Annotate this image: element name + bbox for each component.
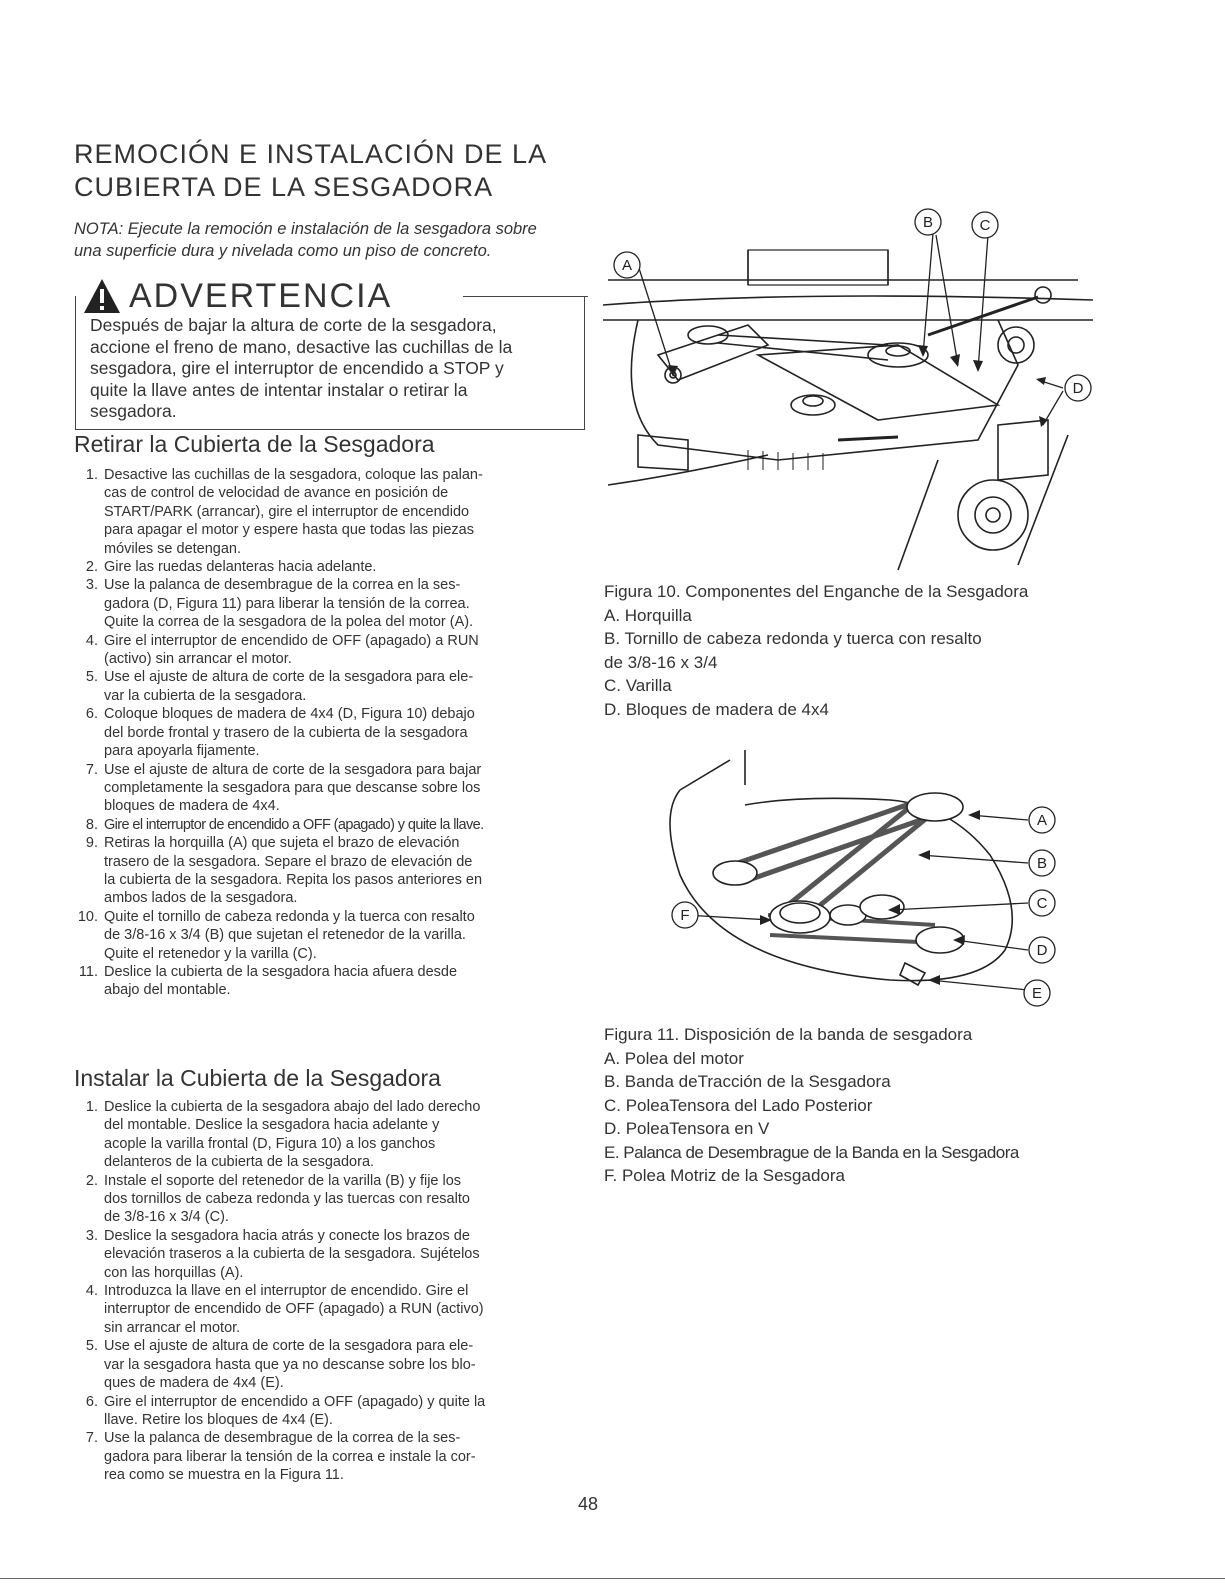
step-text-line: Deslice la cubierta de la sesgadora hacia afuera desde xyxy=(104,963,458,980)
step-text-line: con las horquillas (A). xyxy=(104,1264,244,1281)
step-item xyxy=(74,466,584,558)
step-text-line: la cubierta de la sesgadora. Repita los pasos anteriores en xyxy=(104,871,483,888)
step-text-line: Gire las ruedas delanteras hacia adelante. xyxy=(104,559,377,576)
figure-11-callout-label: C xyxy=(1036,895,1048,912)
figure-11-callout-label: F xyxy=(680,907,690,924)
warning-text xyxy=(90,315,580,423)
step-item xyxy=(74,963,584,1000)
step-number: 8. xyxy=(85,816,98,833)
step-text-line: Gire el interruptor de encendido de OFF (apagado) a RUN xyxy=(104,632,479,649)
step-item xyxy=(74,558,584,576)
figure-11-callout-label: D xyxy=(1036,942,1048,959)
step-item xyxy=(74,1337,584,1392)
warning-line: Después de bajar la altura de corte de la sesgadora, xyxy=(90,315,497,335)
warning-line: quite la llave antes de intentar instalar o retirar la xyxy=(90,379,468,400)
step-text-line: ambos lados de la sesgadora. xyxy=(104,890,298,907)
step-item xyxy=(74,1282,584,1337)
step-number: 4. xyxy=(85,1283,98,1300)
figure-11-caption-item: F. Polea Motriz de la Sesgadora xyxy=(604,1166,845,1185)
step-number: 2. xyxy=(85,559,98,576)
step-text-line: cas de control de velocidad de avance en posición de xyxy=(104,485,449,502)
step-text-line: llave. Retire los bloques de 4x4 (E). xyxy=(104,1411,333,1428)
figure-11-caption xyxy=(604,1023,1124,1188)
install-steps-list xyxy=(74,1098,584,1485)
step-text-line: var la cubierta de la sesgadora. xyxy=(104,687,307,704)
step-text-line: Use la palanca de desembrague de la correa en la ses- xyxy=(104,577,461,594)
step-text-line: Retiras la horquilla (A) que sujeta el brazo de elevación xyxy=(104,835,460,852)
step-text-line: gadora para liberar la tensión de la correa e instale la cor- xyxy=(104,1448,476,1465)
note-line-2: una superficie dura y nivelada como un piso de concreto. xyxy=(74,242,492,260)
step-text-line: del borde frontal y trasero de la cubierta de la sesgadora xyxy=(104,724,468,741)
step-number: 2. xyxy=(85,1172,98,1189)
figure-10-callout-label: B xyxy=(922,214,934,231)
step-item xyxy=(74,816,584,834)
step-text-line: dos tornillos de cabeza redonda y las tuercas con resalto xyxy=(104,1191,470,1208)
step-text xyxy=(104,576,584,631)
step-text-line: var la sesgadora hasta que ya no descanse sobre los blo- xyxy=(104,1356,476,1373)
step-number: 6. xyxy=(85,706,98,723)
warning-line: sesgadora. xyxy=(90,401,177,421)
step-text xyxy=(104,632,584,669)
warning-line: accione el freno de mano, desactive las cuchillas de la xyxy=(90,336,513,357)
step-text-line: gadora (D, Figura 11) para liberar la tensión de la correa. xyxy=(104,595,470,612)
step-text-line: Deslice la sesgadora hacia atrás y conecte los brazos de xyxy=(104,1227,470,1244)
note-text xyxy=(74,218,594,262)
step-text-line: acople la varilla frontal (D, Figura 10) a los ganchos xyxy=(104,1135,436,1152)
section-heading-remove: Retirar la Cubierta de la Sesgadora xyxy=(74,431,435,457)
figure-10-caption-title: Figura 10. Componentes del Enganche de la Sesgadora xyxy=(604,582,1029,601)
step-item xyxy=(74,576,584,631)
step-text-line: para apoyarla fijamente. xyxy=(104,743,260,760)
step-number: 7. xyxy=(85,1430,98,1447)
step-text-line: Quite el tornillo de cabeza redonda y la tuerca con resalto xyxy=(104,908,475,925)
step-item xyxy=(74,834,584,908)
step-item xyxy=(74,632,584,669)
figure-11-caption-item: D. PoleaTensora en V xyxy=(604,1119,770,1138)
figure-11-caption-item: A. Polea del motor xyxy=(604,1048,744,1068)
step-text-line: Coloque bloques de madera de 4x4 (D, Figura 10) debajo xyxy=(104,706,475,723)
step-text-line: Gire el interruptor de encendido a OFF (apagado) y quite la llave. xyxy=(104,816,484,833)
figure-10-callout-label: C xyxy=(979,217,991,234)
step-text-line: Deslice la cubierta de la sesgadora abajo del lado derecho xyxy=(104,1099,481,1115)
step-text xyxy=(104,1337,584,1392)
step-text-line: Desactive las cuchillas de la sesgadora, coloque las palan- xyxy=(104,467,483,483)
step-text-line: de 3/8-16 x 3/4 (C). xyxy=(104,1209,229,1226)
figure-11-caption-item: C. PoleaTensora del Lado Posterior xyxy=(604,1095,873,1115)
page-title-line-1: REMOCIÓN E INSTALACIÓN DE LA xyxy=(74,139,548,169)
figure-10-caption-item: C. Varilla xyxy=(604,676,672,695)
step-number: 3. xyxy=(85,577,98,594)
step-text-line: abajo del montable. xyxy=(104,982,231,999)
step-item xyxy=(74,1227,584,1282)
figure-10-callout-label: A xyxy=(621,257,633,274)
section-heading-install: Instalar la Cubierta de la Sesgadora xyxy=(74,1065,441,1091)
step-text-line: del montable. Deslice la sesgadora hacia adelante y xyxy=(104,1117,440,1134)
figure-10-caption-item: B. Tornillo de cabeza redonda y tuerca con resalto xyxy=(604,629,982,648)
step-text-line: interruptor de encendido de OFF (apagado) a RUN (activo) xyxy=(104,1301,484,1318)
step-text xyxy=(104,1098,584,1172)
step-text-line: completamente la sesgadora para que descanse sobre los xyxy=(104,779,481,796)
step-number: 10. xyxy=(77,908,98,925)
step-text xyxy=(104,705,584,760)
step-text xyxy=(104,668,584,705)
step-number: 6. xyxy=(85,1393,98,1410)
figure-10-callout-label: D xyxy=(1072,380,1084,397)
step-text-line: de 3/8-16 x 3/4 (B) que sujetan el retenedor de la varilla. xyxy=(104,927,466,944)
warning-line: sesgadora, gire el interruptor de encendido a STOP y xyxy=(90,358,504,378)
step-text-line: Quite el retenedor y la varilla (C). xyxy=(104,945,317,962)
step-text xyxy=(104,963,584,1000)
figure-11-caption-item: B. Banda deTracción de la Sesgadora xyxy=(604,1072,891,1091)
step-text-line: móviles se detengan. xyxy=(104,540,242,557)
figure-11-callout-label: A xyxy=(1036,812,1048,829)
step-item xyxy=(74,668,584,705)
figure-11-caption-item: E. Palanca de Desembrague de la Banda en la Sesgadora xyxy=(604,1142,1019,1162)
note-line-1: NOTA: Ejecute la remoción e instalación de la sesgadora sobre xyxy=(74,220,537,238)
figure-11-illustration xyxy=(650,735,1080,1025)
step-text-line: Introduzca la llave en el interruptor de encendido. Gire el xyxy=(104,1283,469,1300)
step-text-line: delanteros de la cubierta de la sesgadora. xyxy=(104,1154,375,1171)
step-text-line: Use el ajuste de altura de corte de la sesgadora para ele- xyxy=(104,1338,474,1355)
step-item xyxy=(74,1393,584,1430)
step-item xyxy=(74,705,584,760)
step-text-line: (activo) sin arrancar el motor. xyxy=(104,651,292,668)
step-text xyxy=(104,761,584,816)
page-title xyxy=(74,138,594,204)
step-number: 9. xyxy=(85,835,98,852)
step-number: 4. xyxy=(85,632,98,649)
figure-10-caption-item: de 3/8-16 x 3/4 xyxy=(604,652,718,672)
step-text xyxy=(104,1227,584,1282)
step-text-line: Use el ajuste de altura de corte de la sesgadora para ele- xyxy=(104,669,474,686)
step-text-line: Instale el soporte del retenedor de la varilla (B) y fije los xyxy=(104,1172,462,1189)
figure-10-caption-item: A. Horquilla xyxy=(604,605,692,625)
step-item xyxy=(74,1172,584,1227)
step-item xyxy=(74,908,584,963)
step-text-line: para apagar el motor y espere hasta que todas las piezas xyxy=(104,522,474,539)
step-text-line: ques de madera de 4x4 (E). xyxy=(104,1375,284,1392)
step-text-line: Gire el interruptor de encendido a OFF (apagado) y quite la xyxy=(104,1393,486,1410)
step-text-line: Use la palanca de desembrague de la correa de la ses- xyxy=(104,1430,461,1447)
step-number: 1. xyxy=(85,1099,98,1115)
page-number: 48 xyxy=(578,1494,599,1514)
step-item xyxy=(74,761,584,816)
figure-11-caption-title: Figura 11. Disposición de la banda de sesgadora xyxy=(604,1025,973,1044)
step-text-line: Quite la correa de la sesgadora de la polea del motor (A). xyxy=(104,614,474,631)
step-text-line: bloques de madera de 4x4. xyxy=(104,798,280,815)
step-text-line: elevación traseros a la cubierta de la sesgadora. Sujételos xyxy=(104,1246,480,1263)
step-text-line: trasero de la sesgadora. Separe el brazo de elevación de xyxy=(104,853,473,870)
step-number: 5. xyxy=(85,1338,98,1355)
figure-10-illustration xyxy=(598,205,1098,580)
step-text xyxy=(104,1393,584,1430)
step-text xyxy=(104,816,584,834)
step-text xyxy=(104,558,584,576)
figure-10-caption xyxy=(604,580,1124,721)
step-number: 3. xyxy=(85,1227,98,1244)
figure-11-callout-label: E xyxy=(1031,985,1043,1002)
step-text xyxy=(104,834,584,908)
figure-10-caption-item: D. Bloques de madera de 4x4 xyxy=(604,699,829,719)
step-text xyxy=(104,1282,584,1337)
step-text-line: sin arrancar el motor. xyxy=(104,1319,241,1336)
warning-heading: ADVERTENCIA xyxy=(129,277,393,315)
step-text-line: Use el ajuste de altura de corte de la sesgadora para bajar xyxy=(104,761,482,778)
step-item xyxy=(74,1429,584,1484)
step-number: 7. xyxy=(85,761,98,778)
step-text xyxy=(104,908,584,963)
figure-11-callout-label: B xyxy=(1036,855,1048,872)
step-text xyxy=(104,1172,584,1227)
step-item xyxy=(74,1098,584,1172)
remove-steps-list xyxy=(74,466,584,1000)
step-text xyxy=(104,1429,584,1484)
step-number: 11. xyxy=(78,963,98,980)
step-text-line: rea como se muestra en la Figura 11. xyxy=(104,1467,344,1484)
step-text xyxy=(104,466,584,558)
step-number: 1. xyxy=(85,467,98,483)
page-bottom-rule xyxy=(0,1578,1225,1579)
step-number: 5. xyxy=(85,669,98,686)
page-title-line-2: CUBIERTA DE LA SESGADORA xyxy=(74,172,494,202)
step-text-line: START/PARK (arrancar), gire el interruptor de encendido xyxy=(104,503,470,520)
